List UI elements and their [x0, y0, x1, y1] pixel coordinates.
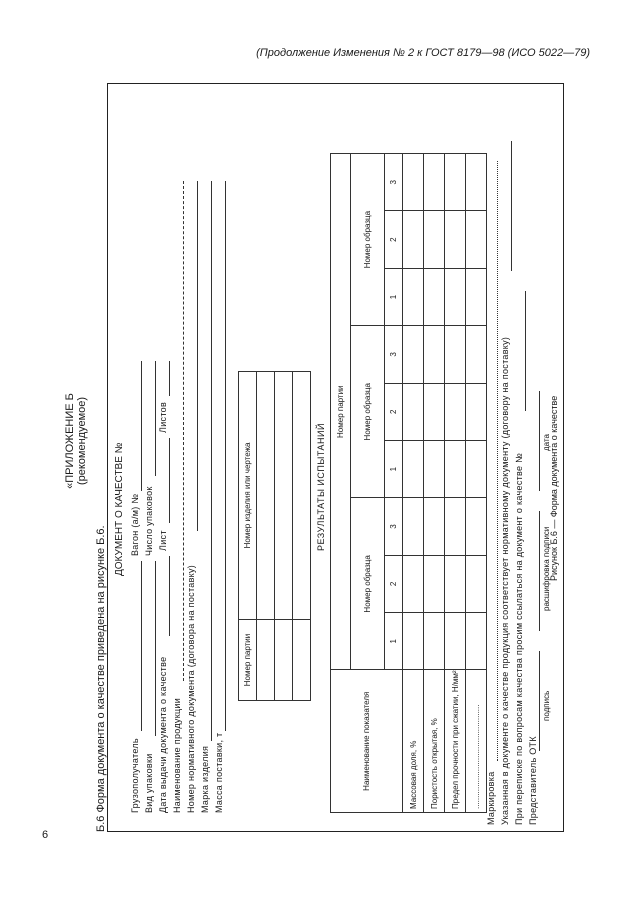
consignee-line — [141, 561, 142, 731]
mass-label: Масса поставки, т — [214, 732, 224, 813]
sheets-line — [169, 361, 170, 396]
pack-type-label: Вид упаковки — [144, 753, 154, 813]
correspondence-line — [525, 291, 526, 411]
pack-count-label: Число упаковок — [144, 486, 154, 556]
marking-line — [497, 161, 498, 761]
results-title: РЕЗУЛЬТАТЫ ИСПЫТАНИЙ — [316, 423, 326, 551]
date-line — [539, 391, 540, 491]
row-porosity: Пористость открытая, % — [424, 670, 445, 813]
date-caption: дата — [542, 434, 551, 451]
consignee-label: Грузополучатель — [130, 738, 140, 813]
results-table — [330, 153, 487, 813]
figure-caption: Рисунок Б.6 — Форма документа о качестве — [549, 395, 559, 581]
row-strength: Предел прочности при сжатии, Н/мм² — [445, 670, 466, 813]
issue-date-label: Дата выдачи документа о качестве — [158, 656, 168, 813]
sample-3: 3 — [385, 326, 403, 383]
grade-label: Марка изделия — [200, 745, 210, 813]
lot-table — [238, 371, 311, 701]
sample-1: 1 — [385, 440, 403, 497]
pack-count-line — [155, 361, 156, 476]
page-number: 6 — [42, 829, 49, 841]
intro-text: Б.6 Форма документа о качестве приведена на рисунке Б.6. — [95, 525, 107, 832]
rep-label: Представитель ОТК — [528, 736, 538, 825]
document-title: ДОКУМЕНТ О КАЧЕСТВЕ № — [114, 442, 125, 576]
sample-2: 2 — [385, 211, 403, 268]
mass-line — [225, 181, 226, 731]
decode-caption: расшифровка подписи — [542, 526, 551, 611]
lot-number-header: Номер партии — [239, 620, 257, 701]
indicator-header: Наименование показателя — [331, 670, 403, 813]
appendix-title: «ПРИЛОЖЕНИЕ Б — [64, 393, 76, 489]
sheet-line — [169, 438, 170, 523]
sample-1: 1 — [385, 268, 403, 325]
lot-table-cell — [293, 620, 311, 701]
wagon-line — [141, 361, 142, 491]
sample-1: 1 — [385, 613, 403, 670]
page-header: (Продолжение Изменения № 2 к ГОСТ 8179—98 (ИСО 5022—79) — [256, 47, 590, 59]
lot-table-cell — [275, 372, 293, 620]
sample-2: 2 — [385, 555, 403, 612]
sheets-label: Листов — [158, 401, 168, 433]
lot-table-cell — [275, 620, 293, 701]
row-ellipsis: ............................................... — [466, 670, 487, 813]
sheet-label: Лист — [158, 530, 168, 551]
signature-caption: подпись — [542, 690, 551, 721]
issue-date-line — [169, 556, 170, 636]
sample-header: Номер образца — [351, 498, 385, 670]
correspondence-text: При переписке по вопросам качества просим ссылаться на документ о качестве № — [514, 452, 524, 825]
wagon-label: Вагон (а/м) № — [130, 493, 140, 556]
lot-header: Номер партии — [331, 154, 351, 670]
sample-3: 3 — [385, 498, 403, 555]
norm-doc-line — [197, 181, 198, 531]
norm-doc-label: Номер нормативного документа (договора на поставку) — [186, 564, 196, 813]
rotated-document-body — [64, 75, 565, 832]
product-name-line — [183, 181, 184, 681]
pack-type-line — [155, 561, 156, 736]
sample-3: 3 — [385, 154, 403, 212]
grade-line — [211, 181, 212, 741]
conformity-line — [511, 141, 512, 271]
lot-table-cell — [257, 372, 275, 620]
sample-2: 2 — [385, 383, 403, 440]
decode-line — [539, 511, 540, 631]
appendix-subtitle: (рекомендуемое) — [76, 396, 88, 486]
sample-header: Номер образца — [351, 326, 385, 498]
lot-table-cell — [257, 620, 275, 701]
conformity-text: Указанная в документе о качестве продукция соответствует нормативному документу (договору на поставку) — [500, 336, 510, 825]
item-number-header: Номер изделия или чертежа — [239, 372, 257, 620]
signature-line — [539, 651, 540, 751]
lot-table-cell — [293, 372, 311, 620]
marking-label: Маркировка — [486, 771, 496, 825]
row-mass-fraction: Массовая доля, % — [403, 670, 424, 813]
sample-header: Номер образца — [351, 154, 385, 326]
product-name-label: Наименование продукции — [172, 697, 182, 813]
